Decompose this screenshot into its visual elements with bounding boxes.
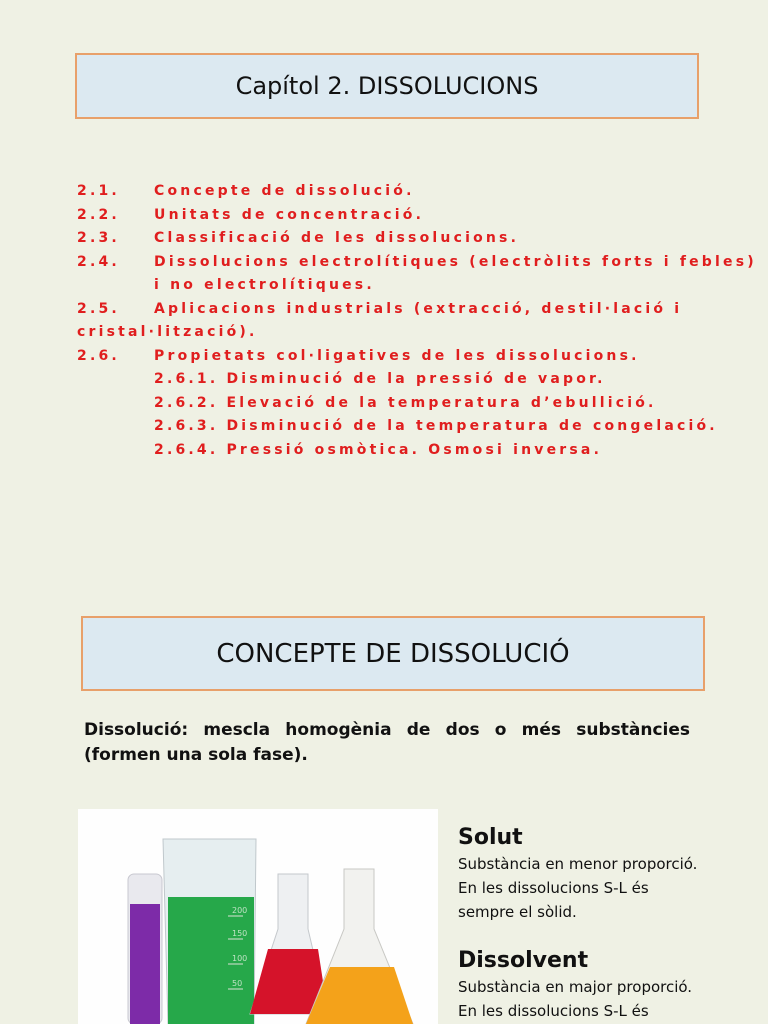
dissolvent-line: Substància en major proporció. [458,978,693,996]
toc-number: 2.5. [77,300,120,317]
dissolvent-line: En les dissolucions S-L és [458,1002,649,1020]
dissolvent-block [458,947,748,1023]
toc-subitem [77,439,717,463]
toc-item-continuation [77,274,717,298]
toc-item-wrap [77,321,717,345]
solut-line: Substància en menor proporció. [458,855,698,873]
toc-number: 2.3. [77,230,120,246]
toc-text: Aplicacions industrials (extracció, destil·lació i [154,300,683,317]
toc-number: 2.2. [77,206,120,223]
toc-text: i no electrolítiques. [154,277,375,293]
toc-item [77,180,717,204]
solut-line: En les dissolucions S-L és [458,879,649,897]
toc-text: Dissolucions electrolítiques (electròlits forts i febles) [154,253,757,270]
definition-text: Dissolució: mescla homogènia de dos o més substàncies (formen una sola fase). [84,720,690,765]
beaker-mark: 150 [232,929,248,938]
toc-text: cristal·lització). [77,324,258,340]
beaker-mark: 50 [232,979,243,988]
toc-text: Unitats de concentració. [154,206,425,223]
toc-number: 2.1. [77,183,120,199]
table-of-contents [77,180,757,462]
toc-text: 2.6.1. Disminució de la pressió de vapor. [154,371,606,387]
toc-text: 2.6.2. Elevació de la temperatura d’ebullició. [154,394,657,411]
toc-number: 2.6. [77,347,120,364]
chapter-title-box [75,53,699,119]
toc-item [77,204,717,228]
glassware-illustration [78,809,438,1024]
toc-text: Propietats col·ligatives de les dissolucions. [154,347,640,364]
toc-subitem [77,392,717,416]
toc-item [77,251,757,275]
glassware-photo [78,809,438,1024]
section-title: CONCEPTE DE DISSOLUCIÓ [216,638,570,669]
solut-block [458,824,748,924]
toc-item [77,345,717,369]
toc-text: Classificació de les dissolucions. [154,230,520,246]
solut-heading: Solut [458,825,523,850]
chapter-title: Capítol 2. DISSOLUCIONS [235,72,539,100]
dissolvent-heading: Dissolvent [458,948,589,973]
toc-text: 2.6.4. Pressió osmòtica. Osmosi inversa. [154,441,603,458]
toc-text: Concepte de dissolució. [154,183,415,199]
toc-item [77,227,717,251]
toc-item [77,298,717,322]
toc-number: 2.4. [77,253,120,270]
toc-subitem [77,368,717,392]
beaker-mark: 200 [232,906,248,915]
beaker-mark: 100 [232,954,248,963]
section-title-box [81,616,705,691]
toc-subitem [77,415,717,439]
toc-text: 2.6.3. Disminució de la temperatura de congelació. [154,418,718,434]
solut-line: sempre el sòlid. [458,903,577,921]
